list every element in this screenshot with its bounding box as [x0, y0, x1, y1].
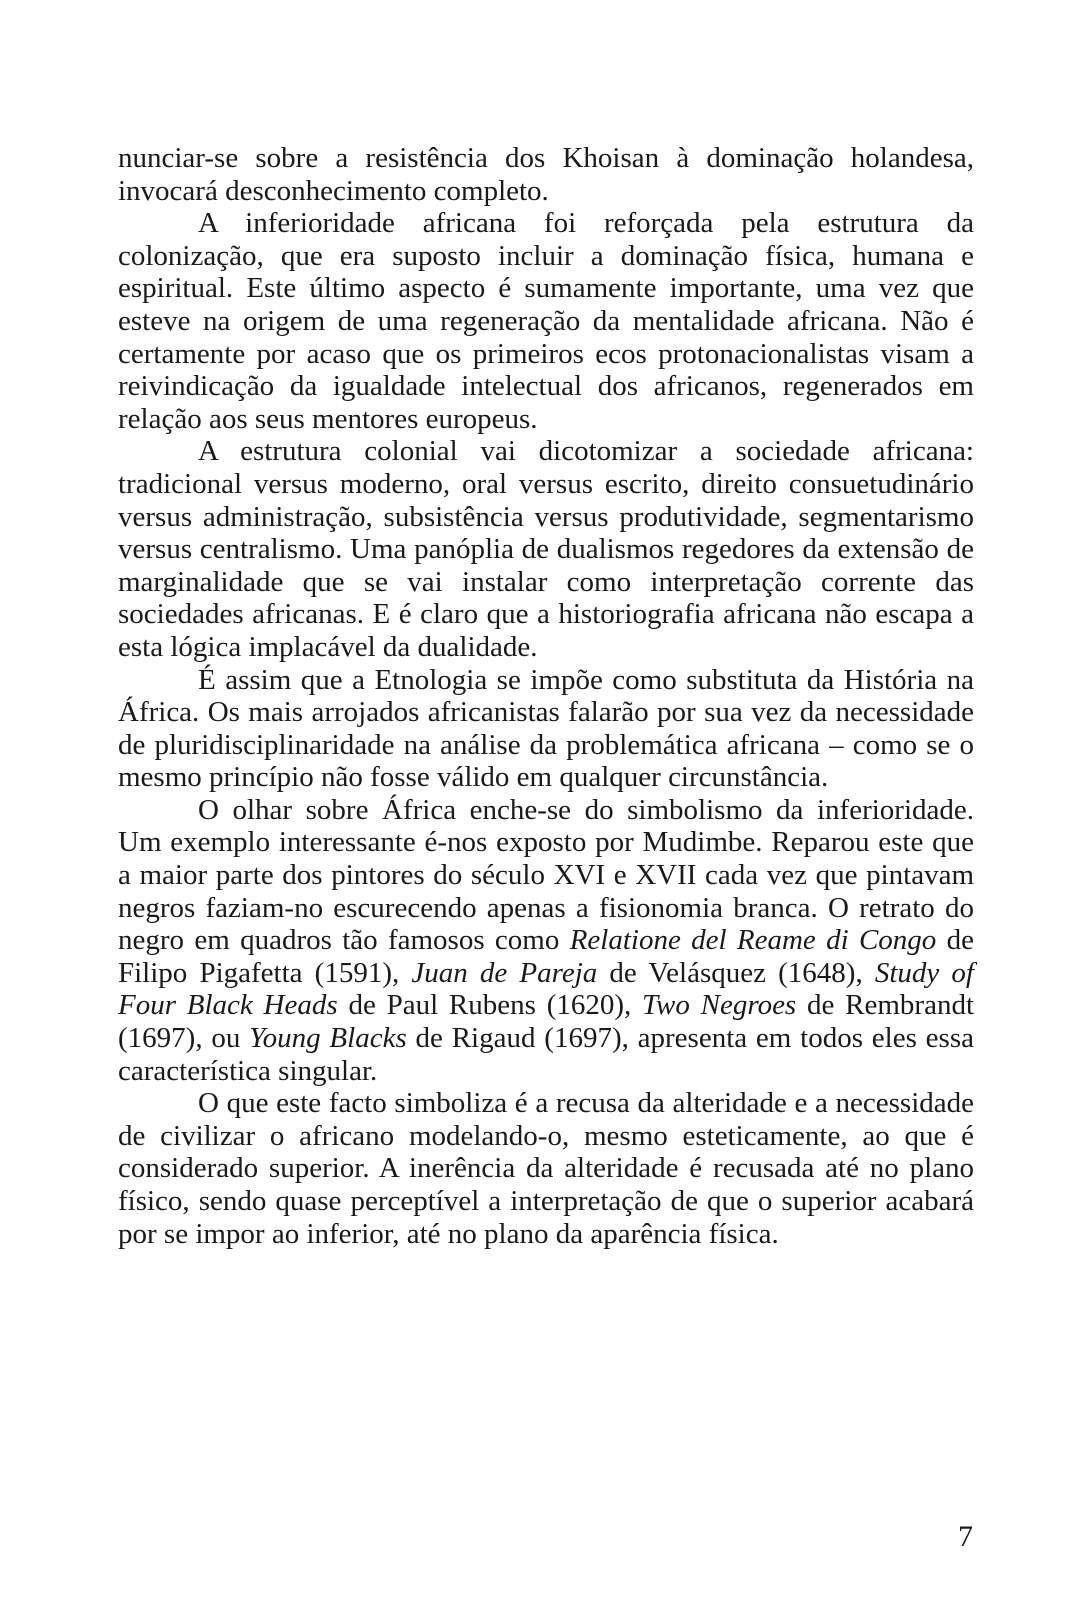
text-span: É assim que a Etnologia se impõe como substituta da História na África. Os mais arrojados africanistas falarão por sua vez da necessidade de pluridisciplinaridade na análise da problemática africana – como se o mesmo princípio não fosse válido em qualquer circunstância.: [118, 663, 974, 794]
text-span: nunciar-se sobre a resistência dos Khoisan à dominação holandesa, invocará desconhecimento completo.: [118, 142, 974, 207]
paragraph: [118, 794, 974, 1087]
text-span: O olhar sobre África enche-se do simbolismo da inferioridade. Um exemplo interessante é-nos exposto por Mudimbe. Reparou este que a maior parte dos pintores do século XVI e XVII cada vez que pintavam negros faziam-no escurecendo apenas a fisionomia branca. O retrato do negro em quadros tão famosos como: [118, 793, 974, 957]
artwork-title: Relatione del Reame di Congo: [569, 924, 937, 957]
body-text: [118, 142, 974, 1250]
text-span: de Velásquez (1648),: [597, 956, 875, 989]
text-span: A inferioridade africana foi reforçada pela estrutura da colonização, que era suposto incluir a dominação física, humana e espiritual. Este último aspecto é sumamente importante, uma vez que esteve na origem de uma regeneração da mentalidade africana. Não é certamente por acaso que os primeiros ecos protonacionalistas visam a reivindicação da igualdade intelectual dos africanos, regenerados em relação aos seus mentores europeus.: [118, 207, 974, 435]
artwork-title: Two Negroes: [642, 989, 797, 1022]
artwork-title: Young Blacks: [249, 1022, 407, 1055]
artwork-title: Juan de Pareja: [411, 956, 598, 989]
text-span: A estrutura colonial vai dicotomizar a sociedade africana: tradicional versus moderno, oral versus escrito, direito consuetudinário versus administração, subsistência versus produtividade, segmentarismo versus centralismo. Uma panóplia de dualismos regedores da extensão de marginalidade que se vai instalar como interpretação corrente das sociedades africanas. E é claro que a historiografia africana não escapa a esta lógica implacável da dualidade.: [118, 435, 974, 663]
text-span: de Filipo Pigafetta (1591),: [118, 924, 974, 989]
text-span: O que este facto simboliza é a recusa da alteridade e a necessidade de civilizar o africano modelando-o, mesmo esteticamente, ao que é considerado superior. A inerência da alteridade é recusada até no plano físico, sendo quase perceptível a interpretação de que o superior acabará por se impor ao inferior, até no plano da aparência física.: [118, 1087, 974, 1250]
text-span: de Paul Rubens (1620),: [337, 989, 643, 1022]
page-number: 7: [958, 1520, 973, 1553]
artwork-title: Study of Four Black Heads: [118, 956, 974, 1022]
paragraph: [118, 664, 974, 794]
paragraph: [118, 207, 974, 435]
paragraph: [118, 435, 974, 663]
paragraph: [118, 142, 974, 207]
text-span: de Rembrandt (1697), ou: [118, 989, 975, 1055]
text-span: de Rigaud (1697), apresenta em todos eles essa característica singular.: [118, 1022, 974, 1087]
paragraph: [118, 1087, 974, 1250]
